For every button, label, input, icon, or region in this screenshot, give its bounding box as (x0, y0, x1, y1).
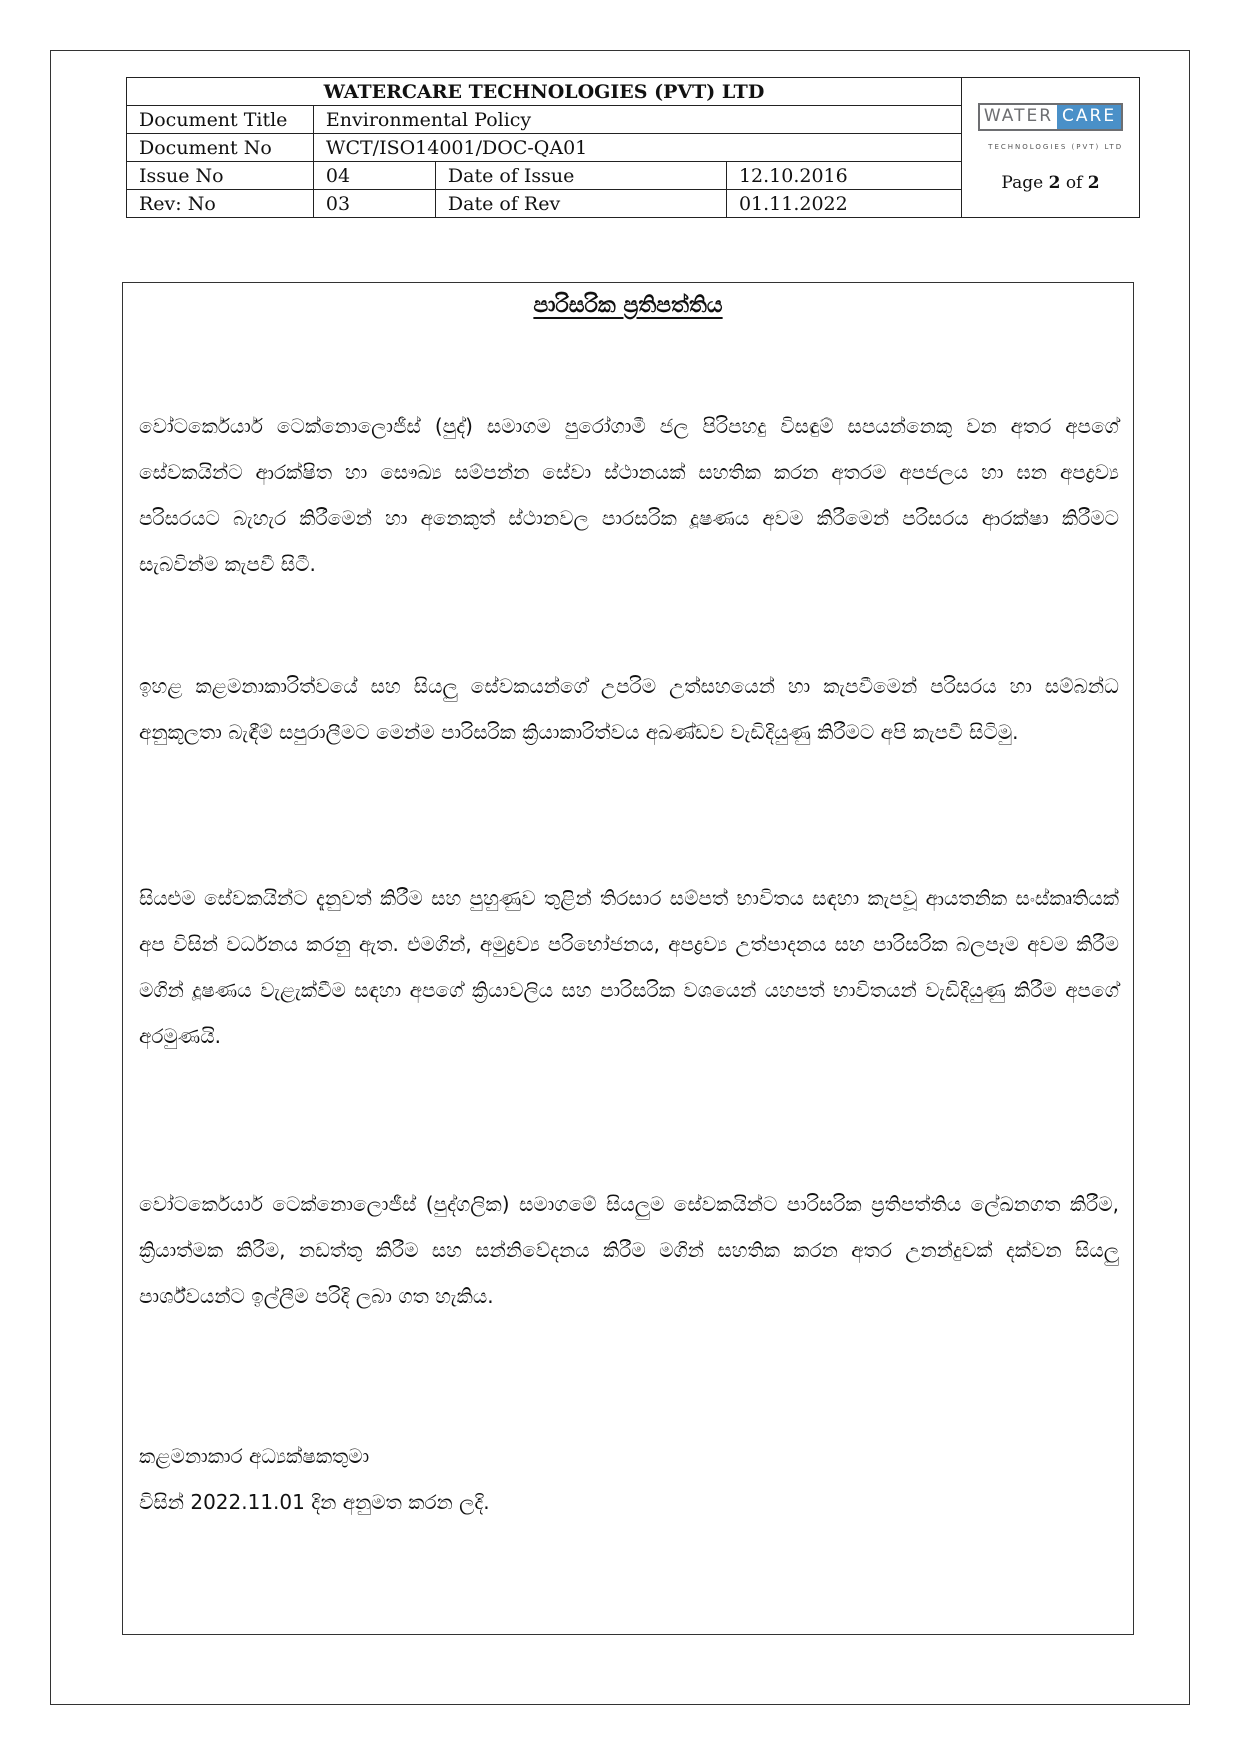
page-current: 2 (1048, 173, 1061, 193)
issue-no-label: Issue No (127, 162, 314, 190)
date-of-rev-value: 01.11.2022 (726, 190, 961, 218)
policy-content-box (122, 282, 1134, 1635)
document-title-value: Environmental Policy (313, 106, 961, 134)
date-of-rev-label: Date of Rev (435, 190, 726, 218)
document-header-table (126, 77, 1140, 218)
logo-word-care: CARE (1057, 105, 1121, 129)
policy-paragraph: සියළුම සේවකයින්ට දැනුවත් කිරීම සහ පුහුණුව තුළින් තිරසාර සම්පත් භාවිතය සඳහා කැපවූ ආයතනික සංස්කෘතියක් අප විසින් වර්ධනය කරනු ඇත. එමගින්, අමුද්‍රව්‍ය පරිභෝජනය, අපද්‍රව්‍ය උත්පාදනය සහ පාරිසරික බලපෑම අවම කිරීම මගින් දූෂණය වැළැක්වීම සඳහා අපගේ ක්‍රියාවලිය සහ පාරිසරික වශයෙන් යහපත් භාවිතයන් වැඩිදියුණු කිරීම අපගේ අරමුණයි. (139, 886, 1119, 1048)
approval-line: විසින් 2022.11.01 දින අනුමත කරන ලදි. (139, 1490, 490, 1514)
page-number (968, 170, 1133, 196)
watercare-logo (978, 103, 1123, 160)
issue-no-value: 04 (313, 162, 435, 190)
policy-title: පාරිසරික ප්‍රතිපත්තිය (533, 293, 723, 318)
document-title-label: Document Title (127, 106, 314, 134)
logo-cell (962, 78, 1140, 218)
page-total: 2 (1087, 173, 1100, 193)
logo-word-water: WATER (980, 105, 1057, 129)
document-no-label: Document No (127, 134, 314, 162)
rev-no-value: 03 (313, 190, 435, 218)
page-prefix: Page (1001, 173, 1044, 193)
page-of: of (1065, 173, 1083, 193)
signatory-title: කළමනාකාර අධ්‍යක්ෂකතුමා (139, 1444, 370, 1468)
date-of-issue-value: 12.10.2016 (726, 162, 961, 190)
date-of-issue-label: Date of Issue (435, 162, 726, 190)
policy-paragraph: වෝටර්කෙයාර් ටෙක්නොලොජීස් (පුද්) සමාගම පුරෝගාමී ජල පිරිපහදු විසඳුම් සපයන්නෙකු වන අතර අපගේ සේවකයින්ට ආරක්ෂිත හා සෞඛ්‍ය සම්පන්න සේවා ස්ථානයක් සහතික කරන අතරම අපජලය හා ඝන අපද්‍රව්‍ය පරිසරයට බැහැර කිරීමෙන් හා අනෙකුත් ස්ථානවල පාරසරික දූෂණය අවම කිරීමෙන් පරිසරය ආරක්ෂා කිරීමට සැබවින්ම කැපවී සිටී. (139, 414, 1119, 576)
logo-subtitle: TECHNOLOGIES (PVT) LTD (988, 143, 1124, 151)
rev-no-label: Rev: No (127, 190, 314, 218)
company-name: WATERCARE TECHNOLOGIES (PVT) LTD (127, 78, 962, 106)
document-no-value: WCT/ISO14001/DOC-QA01 (313, 134, 961, 162)
policy-paragraph: වෝටර්කෙයාර් ටෙක්නොලොජීස් (පුද්ගලික) සමාගමේ සියලුම සේවකයින්ට පාරිසරික ප්‍රතිපත්තිය ලේඛනගත කිරීම, ක්‍රියාත්මක කිරීම, නඩත්තු කිරීම සහ සන්නිවේදනය කිරීම මගින් සහතික කරන අතර උනන්දුවක් දක්වන සියලු පාර්ශ්වයන්ට ඉල්ලීම පරිදි ලබා ගත හැකිය. (139, 1192, 1119, 1308)
policy-paragraph: ඉහළ කළමනාකාරිත්වයේ සහ සියලු සේවකයන්ගේ උපරිම උත්සහයෙන් හා කැපවීමෙන් පරිසරය හා සම්බන්ධ අනුකූලතා බැඳීම් සපුරාලීමට මෙන්ම පාරිසරික ක්‍රියාකාරිත්වය අඛණ්ඩව වැඩිදියුණු කිරීමට අපි කැපවී සිටිමු. (139, 674, 1119, 744)
